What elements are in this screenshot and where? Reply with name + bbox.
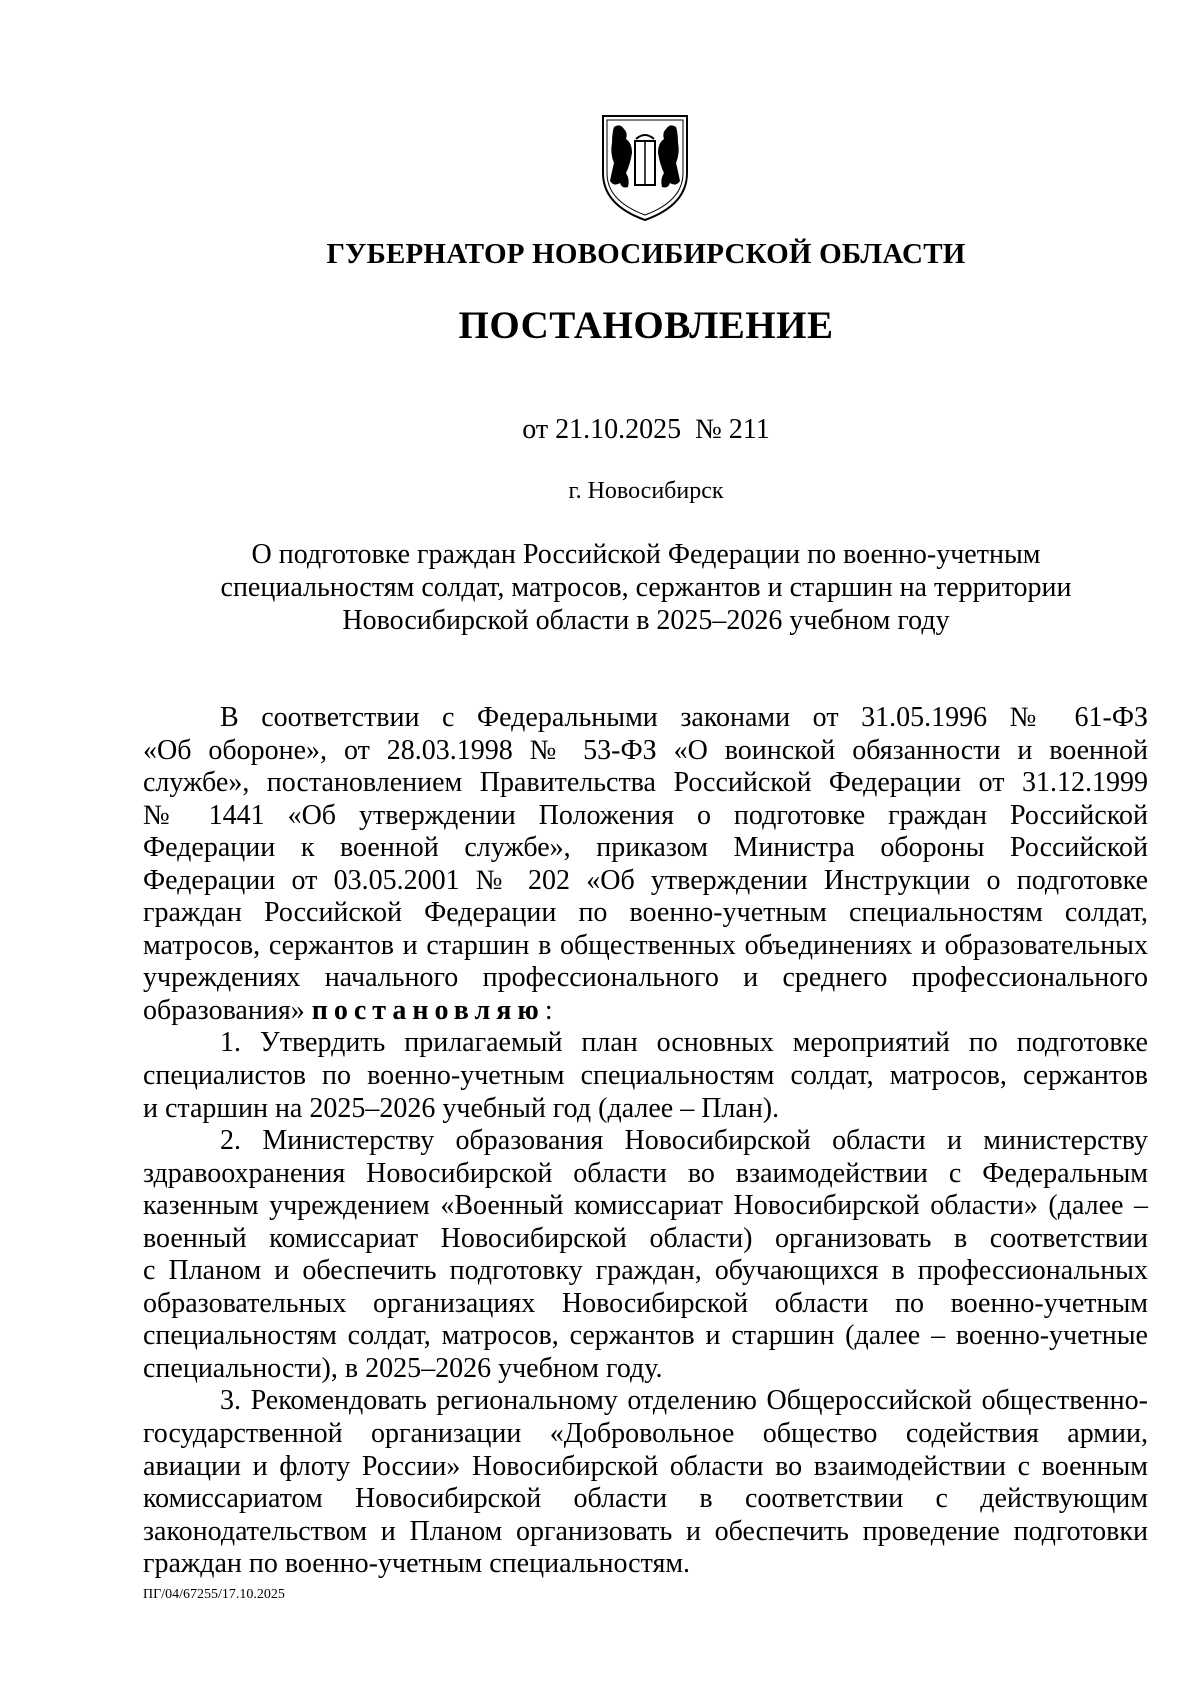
subject-line: О подготовке граждан Российской Федерации по военно-учетным [251,539,1041,570]
item-2-line: с Планом и обеспечить подготовку граждан, обучающихся в профессиональных [143,1255,1148,1287]
item-2-line: 2. Министерству образования Новосибирской области и министерству [220,1125,1148,1157]
subject-line: Новосибирской области в 2025–2026 учебном году [342,605,950,636]
decree-word: постановляю [311,994,545,1026]
document-body [143,702,1148,1581]
preamble-line: учреждениях начального профессионального и среднего профессионального [143,962,1148,994]
item-2-line: здравоохранения Новосибирской области во взаимодействии с Федеральным [143,1157,1148,1189]
preamble-line-end: образования» [143,994,305,1026]
document-code: ПГ/04/67255/17.10.2025 [143,1587,285,1602]
date-and-number: от 21.10.2025 № 211 [522,414,770,445]
item-2-line: образовательных организациях Новосибирской области по военно-учетным [143,1287,1148,1319]
preamble-line: граждан Российской Федерации по военно-учетным специальностям солдат, [143,897,1148,929]
subject-line: специальностям солдат, матросов, сержантов и старшин на территории [220,572,1072,603]
item-2-line: казенным учреждением «Военный комиссариат Новосибирской области» (далее – [143,1190,1148,1222]
document-subject [200,538,1092,637]
city: г. Новосибирск [568,478,724,504]
item-3-line: авиации и флоту России» Новосибирской области во взаимодействии с военным [143,1450,1148,1482]
preamble-line: матросов, сержантов и старшин в общественных объединениях и образовательных [143,929,1148,961]
decree-line [143,995,1148,1028]
preamble-line: В соответствии с Федеральными законами от 31.05.1996 № 61-ФЗ [220,702,1148,733]
item-3-line: государственной организации «Добровольное общество содействия армии, [143,1418,1148,1450]
preamble-line: «Об обороне», от 28.03.1998 № 53-ФЗ «О воинской обязанности и военной [143,734,1148,766]
preamble-line: службе», постановлением Правительства Российской Федерации от 31.12.1999 [143,767,1148,799]
item-1-line: 1. Утвердить прилагаемый план основных мероприятий по подготовке [220,1027,1148,1059]
preamble-line: Федерации от 03.05.2001 № 202 «Об утверждении Инструкции о подготовке [143,864,1148,896]
item-1-line: и старшин на 2025–2026 учебный год (далее – План). [143,1092,780,1124]
decree-colon: : [544,994,553,1026]
preamble-line: Федерации к военной службе», приказом Министра обороны Российской [143,832,1148,864]
preamble-line: № 1441 «Об утверждении Положения о подготовке граждан Российской [143,799,1148,831]
item-2-line: специальностям солдат, матросов, сержантов и старшин (далее – военно-учетные [143,1320,1148,1352]
item-3-line: граждан по военно-учетным специальностям. [143,1548,691,1580]
item-3-line: комиссариатом Новосибирской области в соответствии с действующим [143,1483,1148,1515]
item-3-line: 3. Рекомендовать региональному отделению Общероссийской общественно- [220,1385,1148,1417]
item-3-line: законодательством и Планом организовать и обеспечить проведение подготовки [143,1515,1148,1547]
item-2-line: военный комиссариат Новосибирской области) организовать в соответствии [143,1222,1148,1254]
issuer-title: ГУБЕРНАТОР НОВОСИБИРСКОЙ ОБЛАСТИ [326,238,966,270]
item-2-line: специальности), в 2025–2026 учебном году. [143,1352,663,1384]
item-1-line: специалистов по военно-учетным специальностям солдат, матросов, сержантов [143,1060,1148,1092]
coat-of-arms-icon [600,113,690,223]
document-type-title: ПОСТАНОВЛЕНИЕ [458,304,834,347]
